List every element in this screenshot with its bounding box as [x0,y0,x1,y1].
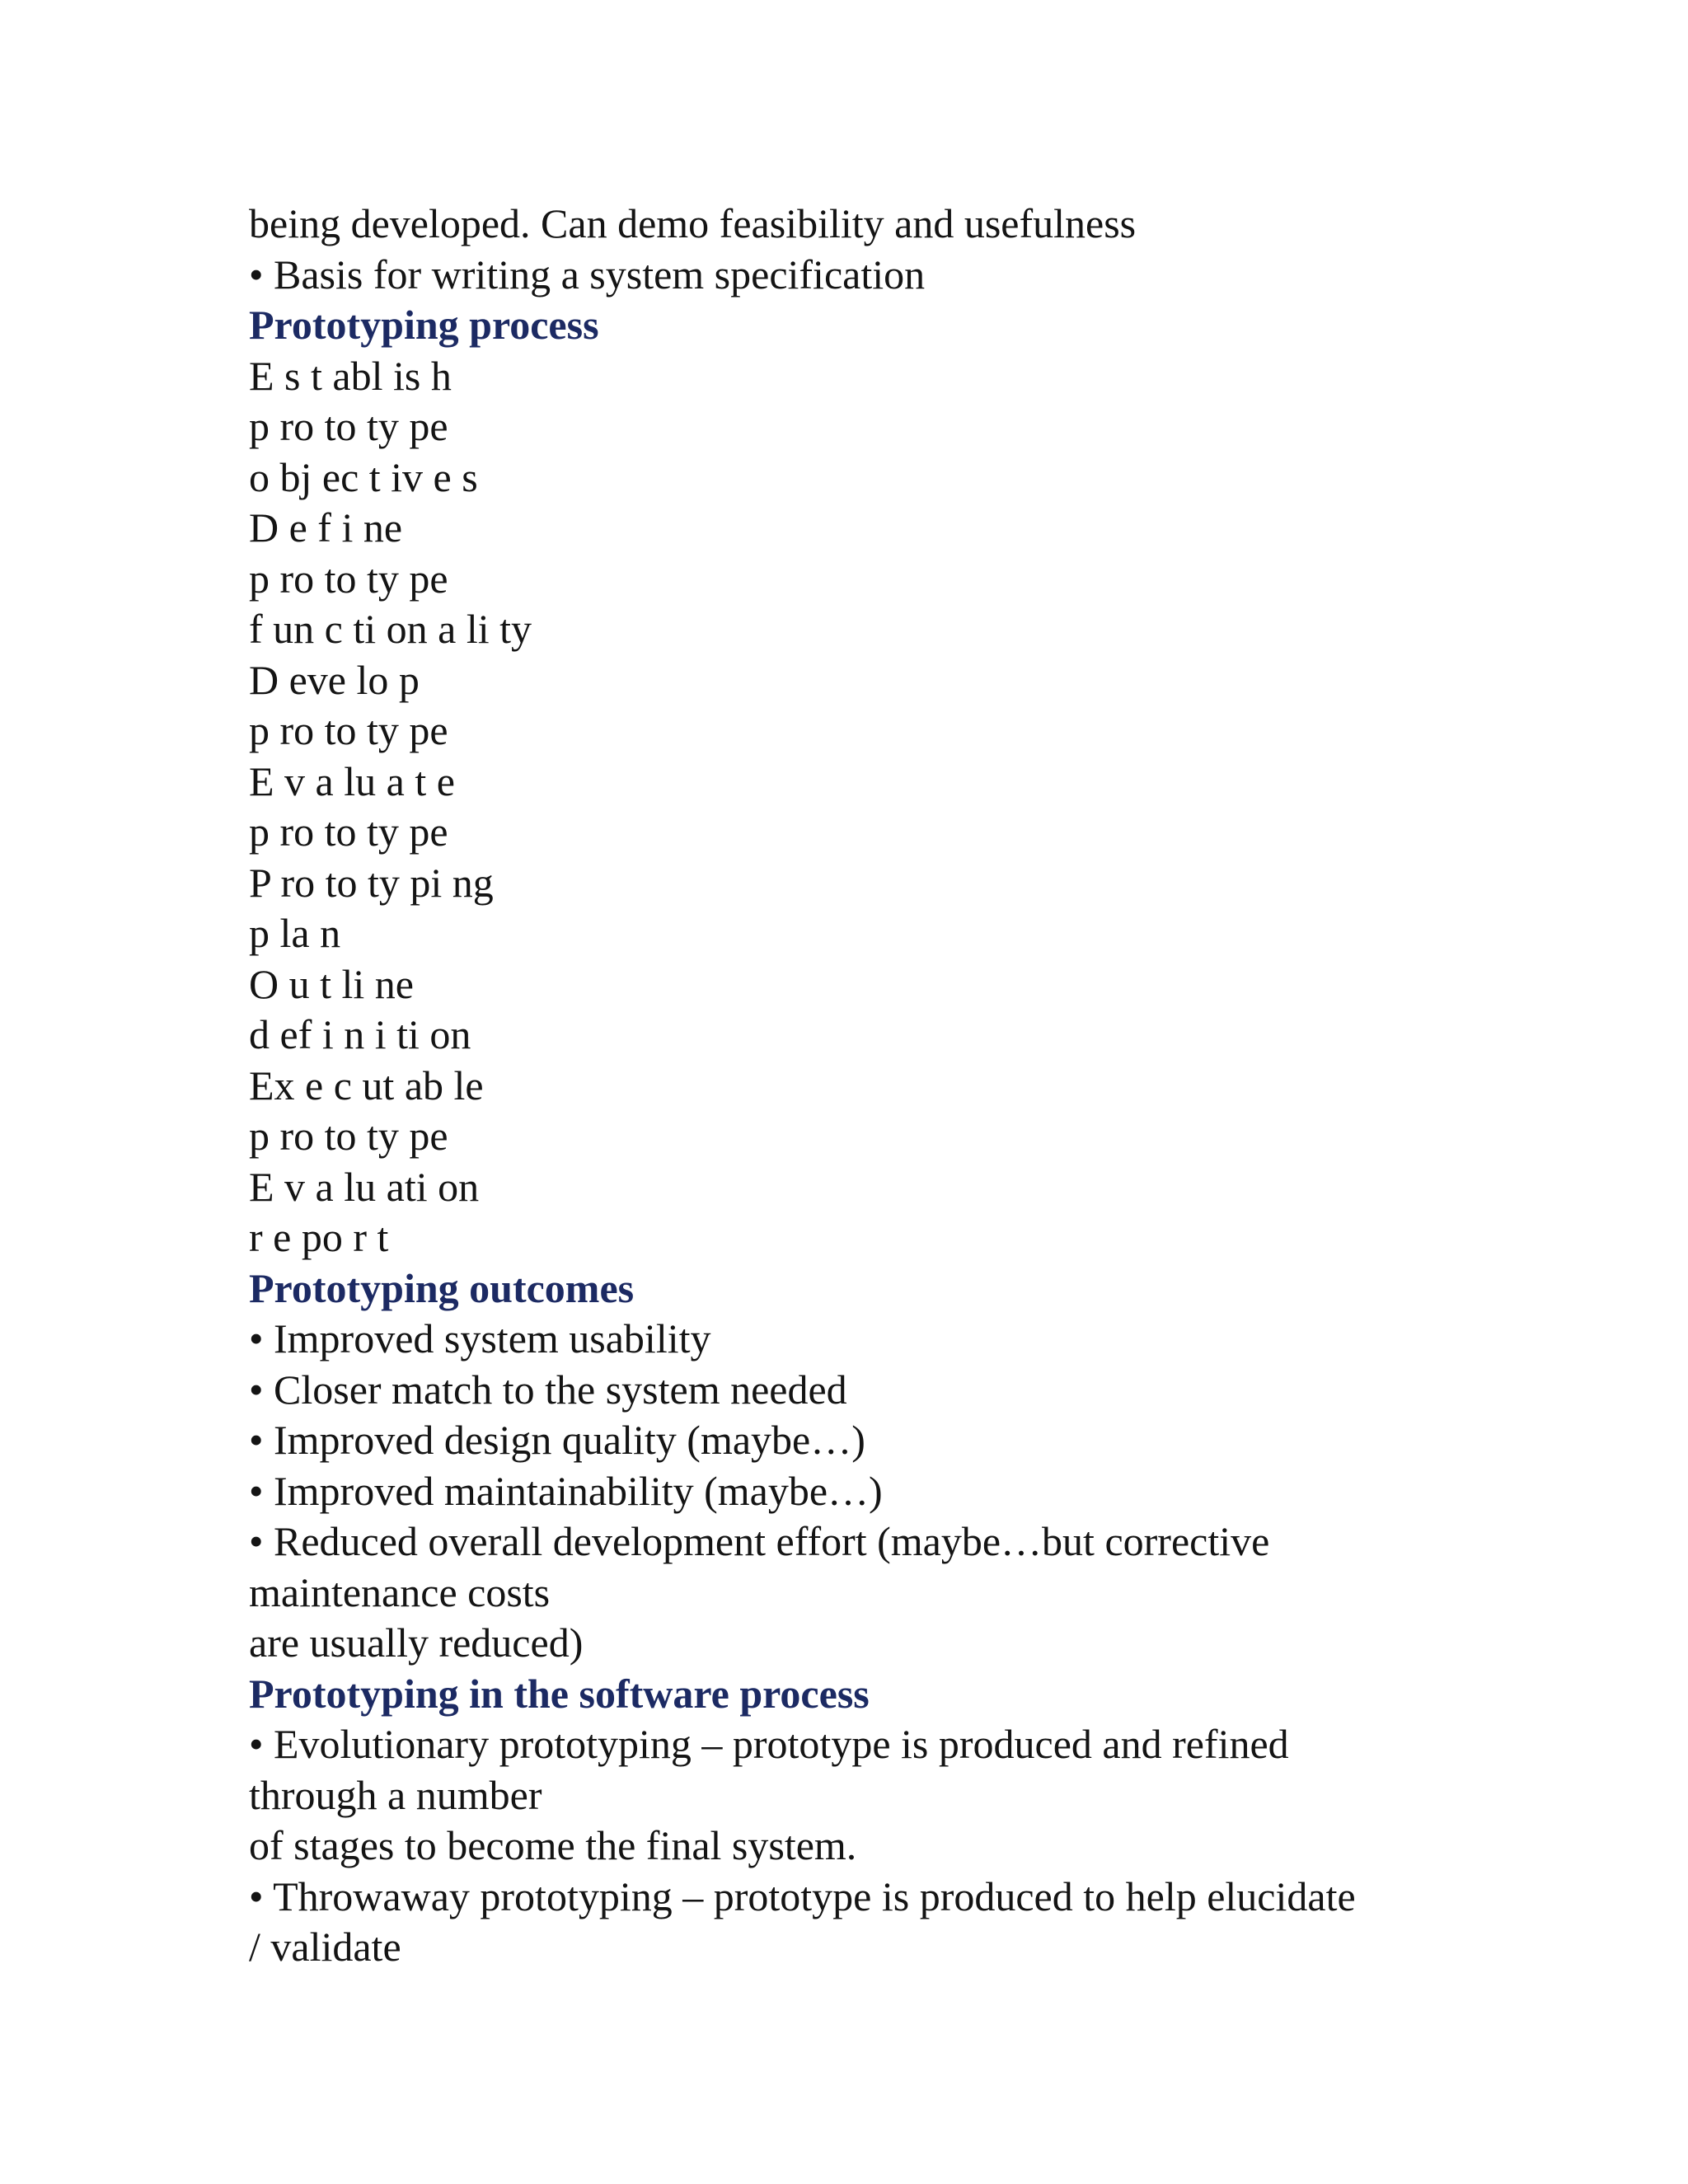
software-process-line: • Throwaway prototyping – prototype is produced to help elucidate [249,1872,1356,1919]
software-process-line: • Evolutionary prototyping – prototype is produced and refined [249,1721,1289,1767]
diagram-text-line: O u t li ne [249,960,414,1007]
heading-prototyping-software-process: Prototyping in the software process [249,1670,870,1717]
outcome-line: • Reduced overall development effort (maybe…but corrective [249,1518,1270,1564]
diagram-text-line: D e f i ne [249,504,403,551]
software-process-line: of stages to become the final system. [249,1822,857,1868]
diagram-text-line: P ro to ty pi ng [249,859,494,906]
diagram-text-line: D eve lo p [249,656,420,703]
outcome-line: maintenance costs [249,1568,551,1615]
document-page [249,199,1535,1973]
diagram-text-line: p ro to ty pe [249,403,448,449]
diagram-text-line: o bj ec t iv e s [249,453,478,500]
outcome-line: • Improved design quality (maybe…) [249,1417,865,1463]
outcome-line: • Improved system usability [249,1315,711,1361]
diagram-text-line: p ro to ty pe [249,1113,448,1159]
heading-prototyping-process: Prototyping process [249,302,599,348]
outcome-line: • Closer match to the system needed [249,1366,847,1413]
outcome-line: are usually reduced) [249,1619,584,1666]
diagram-text-line: E s t abl is h [249,352,452,399]
heading-prototyping-outcomes: Prototyping outcomes [249,1264,635,1311]
diagram-text-line: E v a lu ati on [249,1163,480,1210]
diagram-text-line: p la n [249,910,341,956]
diagram-text-line: f un c ti on a li ty [249,606,532,652]
software-process-line: / validate [249,1924,401,1970]
diagram-text-line: d ef i n i ti on [249,1011,471,1057]
intro-bullet: • Basis for writing a system specification [249,251,926,298]
diagram-text-line: p ro to ty pe [249,555,448,602]
diagram-text-line: r e po r t [249,1214,389,1260]
intro-line: being developed. Can demo feasibility and usefulness [249,200,1137,246]
diagram-text-line: Ex e c ut ab le [249,1062,484,1108]
diagram-text-line: p ro to ty pe [249,707,448,753]
outcome-line: • Improved maintainability (maybe…) [249,1467,883,1514]
diagram-text-line: E v a lu a t e [249,757,455,804]
software-process-line: through a number [249,1771,542,1818]
diagram-text-line: p ro to ty pe [249,808,448,855]
